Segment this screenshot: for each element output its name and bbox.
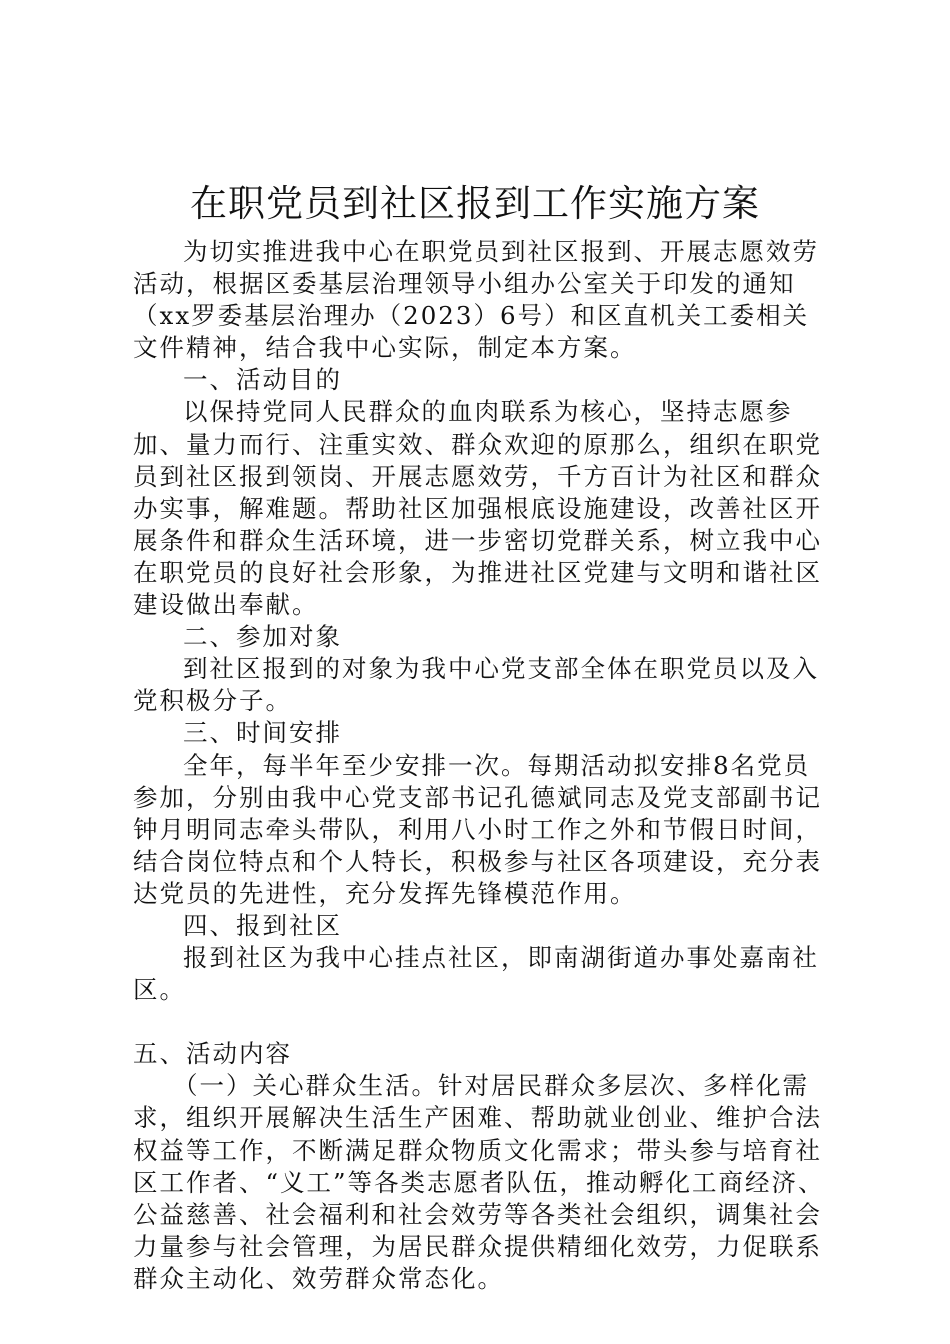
paragraph-gap xyxy=(133,1006,833,1038)
section-heading: 四、报到社区 xyxy=(183,910,342,940)
document-title: 在职党员到社区报到工作实施方案 xyxy=(190,182,760,225)
section-paragraph: 以保持党同人民群众的血肉联系为核心，坚持志愿参加、量力而行、注重实效、群众欢迎的原那么，组织在职党员到社区报到领岗、开展志愿效劳，千方百计为社区和群众办实事，解难题。帮助社区加强根底设施建设，改善社区开展条件和群众生活环境，进一步密切党群关系，树立我中心在职党员的良好社会形象，为推进社区党建与文明和谐社区建设做出奉献。 xyxy=(133,397,822,620)
section-heading: 三、时间安排 xyxy=(183,718,342,748)
section-paragraph: 全年，每半年至少安排一次。每期活动拟安排8名党员参加，分别由我中心党支部书记孔德斌同志及党支部副书记钟月明同志牵头带队，利用八小时工作之外和节假日时间，结合岗位特点和个人特长，积极参与社区各项建设，充分表达党员的先进性，充分发挥先锋模范作用。 xyxy=(133,750,822,908)
section-heading: 二、参加对象 xyxy=(183,622,342,652)
section-heading: 五、活动内容 xyxy=(133,1039,292,1069)
section-heading: 一、活动目的 xyxy=(183,365,342,395)
section-paragraph: 报到社区为我中心挂点社区，即南湖街道办事处嘉南社区。 xyxy=(133,943,819,1005)
section-paragraph: （一）关心群众生活。针对居民群众多层次、多样化需求，组织开展解决生活生产困难、帮助就业创业、维护合法权益等工作，不断满足群众物质文化需求；带头参与培育社区工作者、“义工”等各类志愿者队伍，推动孵化工商经济、公益慈善、社会福利和社会效劳等各类社会组织，调集社会力量参与社会管理，为居民群众提供精细化效劳，力促联系群众主动化、效劳群众常态化。 xyxy=(133,1071,825,1293)
section-paragraph: 到社区报到的对象为我中心党支部全体在职党员以及入党积极分子。 xyxy=(133,654,819,716)
document-body xyxy=(133,236,833,1295)
intro-paragraph: 为切实推进我中心在职党员到社区报到、开展志愿效劳活动，根据区委基层治理领导小组办公室关于印发的通知（xx罗委基层治理办（2023）6号）和区直机关工委相关文件精神，结合我中心实际，制定本方案。 xyxy=(133,237,819,363)
